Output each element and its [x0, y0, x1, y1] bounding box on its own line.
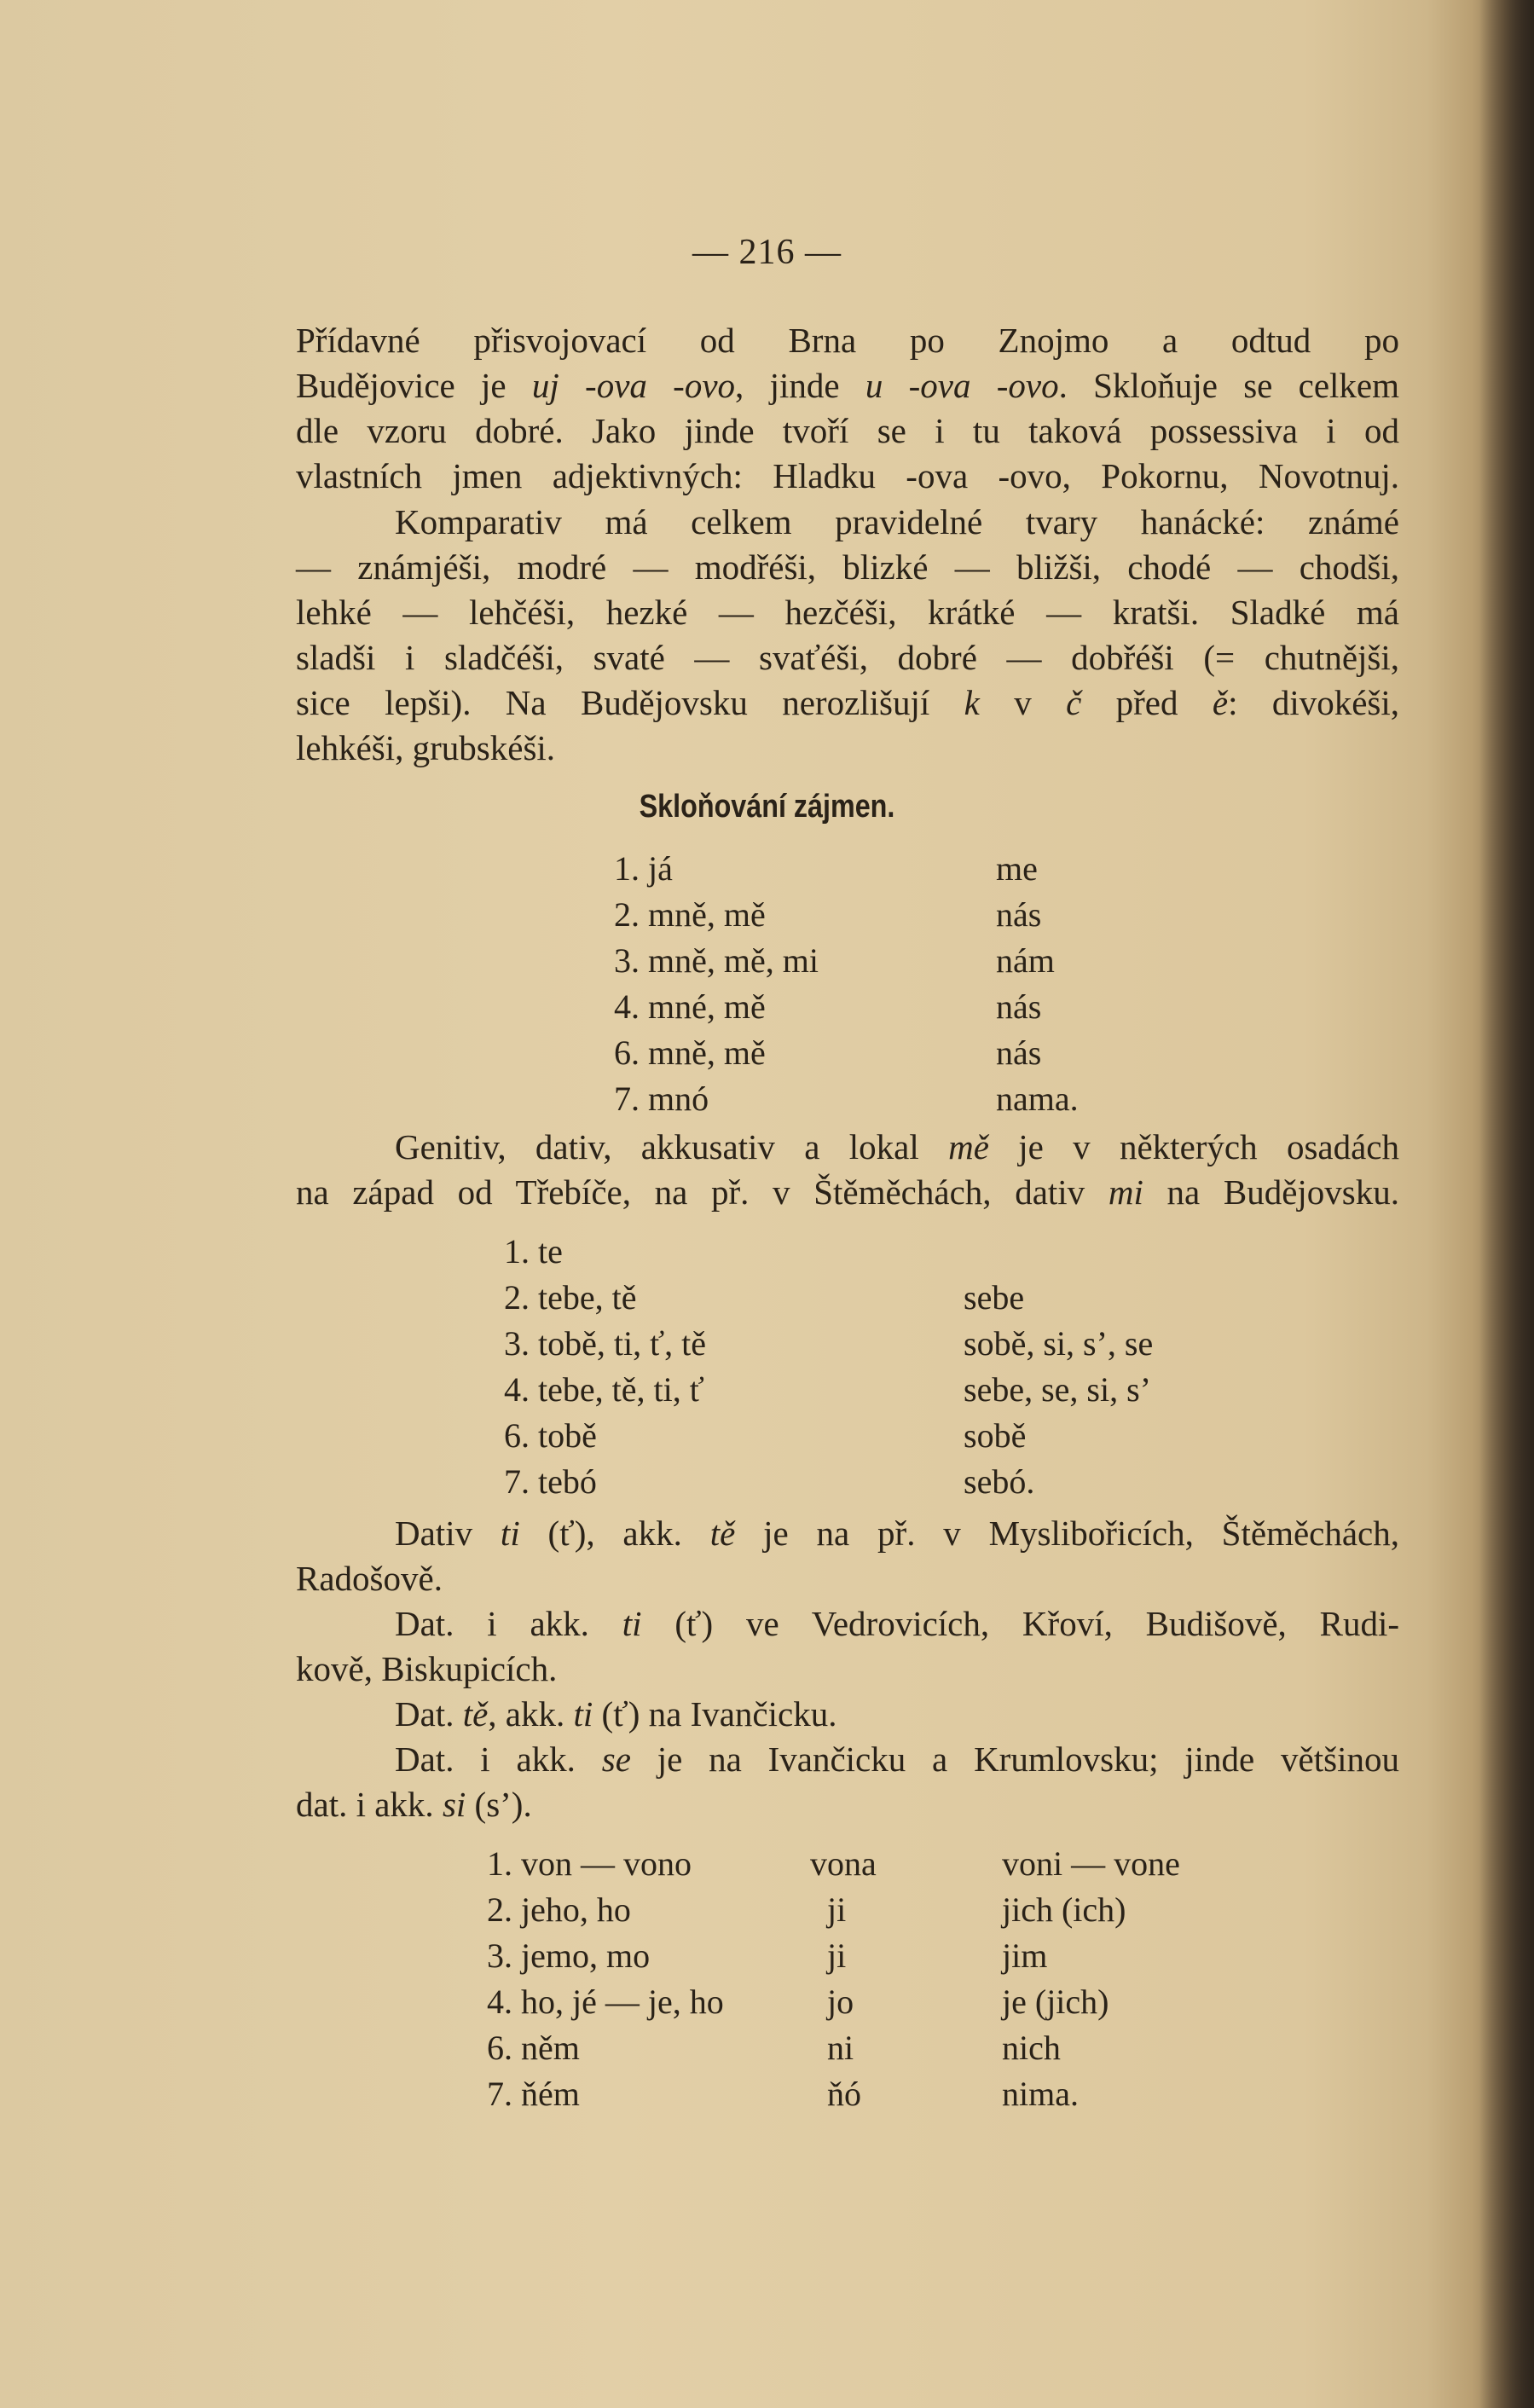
para1-line-1: Přídavné přisvojovací od Brna po Znojmo a odtud po — [296, 321, 1399, 360]
table3-m-1: 1. von — vono — [487, 1844, 692, 1883]
table3-pl-1: voni — vone — [1002, 1844, 1180, 1883]
table2-a-2: 2. tebe, tě — [504, 1278, 637, 1317]
para2-line-4: sladši i sladčéši, svaté — svaťéši, dobré — dobřéši (= chutnějši, — [296, 638, 1399, 677]
para2-line-6: lehkéši, grubskéši. — [296, 728, 556, 767]
table2-a-5: 6. tobě — [504, 1416, 597, 1455]
para4-line-1: Dativ ti (ť), akk. tě je na př. v Myslibořicích, Štěměchách, — [395, 1514, 1399, 1553]
para2-line-2: — známjéši, modré — modřéši, blizké — bližši, chodé — chodši, — [296, 547, 1399, 587]
table2-a-3: 3. tobě, ti, ť, tě — [504, 1324, 707, 1363]
para5-line-1: Dat. i akk. ti (ť) ve Vedrovicích, Křoví, Budišově, Rudi- — [395, 1604, 1400, 1643]
book-binding-edge — [1479, 0, 1534, 2408]
table2-a-6: 7. tebó — [504, 1462, 597, 1501]
table1-sg-4: 4. mné, mě — [614, 987, 766, 1026]
table1-pl-2: nás — [996, 895, 1042, 934]
table3-f-4: jo — [827, 1983, 854, 2021]
table3-m-6: 7. ňém — [487, 2075, 580, 2113]
table3-f-2: ji — [827, 1890, 847, 1929]
table2-b-2: sebe — [964, 1278, 1025, 1317]
table3-f-6: ňó — [827, 2075, 861, 2113]
table1-pl-3: nám — [996, 941, 1055, 980]
section-heading: Skloňování zájmen. — [639, 789, 895, 825]
para3-line-2: na západ od Třebíče, na př. v Štěměchách, dativ mi na Budějovsku. — [296, 1172, 1400, 1212]
para1-line-2: Budějovice je uj -ova -ovo, jinde u -ova -ovo. Skloňuje se celkem — [296, 366, 1399, 405]
table3-m-4: 4. ho, jé — je, ho — [487, 1983, 724, 2021]
table3-f-3: ji — [827, 1936, 847, 1975]
para7-line-1: Dat. i akk. se je na Ivančicku a Krumlovsku; jinde většinou — [395, 1739, 1399, 1779]
table3-pl-6: nima. — [1002, 2075, 1079, 2113]
table1-pl-5: nás — [996, 1033, 1042, 1072]
table2-b-5: sobě — [964, 1416, 1027, 1455]
table2-a-4: 4. tebe, tě, ti, ť — [504, 1370, 704, 1409]
table1-sg-2: 2. mně, mě — [614, 895, 766, 934]
para2-line-5: sice lepši). Na Budějovsku nerozlišují k v č před ě: divokéši, — [296, 683, 1399, 722]
table1-sg-1: 1. já — [614, 849, 673, 888]
table2-b-3: sobě, si, s’, se — [964, 1324, 1154, 1363]
table3-m-5: 6. něm — [487, 2029, 580, 2067]
table2-b-4: sebe, se, si, s’ — [964, 1370, 1151, 1409]
para6-line-1: Dat. tě, akk. ti (ť) na Ivančicku. — [395, 1694, 837, 1734]
table1-pl-1: me — [996, 849, 1038, 888]
para1-line-4: vlastních jmen adjektivných: Hladku -ova -ovo, Pokornu, Novotnuj. — [296, 456, 1399, 495]
table3-pl-5: nich — [1002, 2029, 1061, 2067]
para3-line-1: Genitiv, dativ, akkusativ a lokal mě je v některých osadách — [395, 1127, 1399, 1166]
table1-sg-5: 6. mně, mě — [614, 1033, 766, 1072]
table3-f-1: vona — [810, 1844, 877, 1883]
table3-pl-4: je (jich) — [1002, 1983, 1109, 2021]
table2-b-6: sebó. — [964, 1462, 1035, 1501]
para7-line-2: dat. i akk. si (s’). — [296, 1785, 532, 1824]
table1-sg-6: 7. mnó — [614, 1080, 709, 1118]
para5-line-2: kově, Biskupicích. — [296, 1649, 558, 1688]
table3-m-3: 3. jemo, mo — [487, 1936, 651, 1975]
table3-pl-2: jich (ich) — [1002, 1890, 1126, 1929]
table1-pl-4: nás — [996, 987, 1042, 1026]
para1-line-3: dle vzoru dobré. Jako jinde tvoří se i tu taková possessiva i od — [296, 411, 1399, 450]
page-number: — 216 — — [692, 233, 842, 272]
table1-pl-6: nama. — [996, 1080, 1079, 1118]
table1-sg-3: 3. mně, mě, mi — [614, 941, 819, 980]
para2-line-3: lehké — lehčéši, hezké — hezčéši, krátké — kratši. Sladké má — [296, 593, 1399, 632]
table2-a-1: 1. te — [504, 1232, 563, 1271]
table3-m-2: 2. jeho, ho — [487, 1890, 631, 1929]
para2-line-1: Komparativ má celkem pravidelné tvary hanácké: známé — [395, 502, 1399, 541]
para4-line-2: Radošově. — [296, 1559, 443, 1598]
table3-f-5: ni — [827, 2029, 854, 2067]
table3-pl-3: jim — [1002, 1936, 1048, 1975]
